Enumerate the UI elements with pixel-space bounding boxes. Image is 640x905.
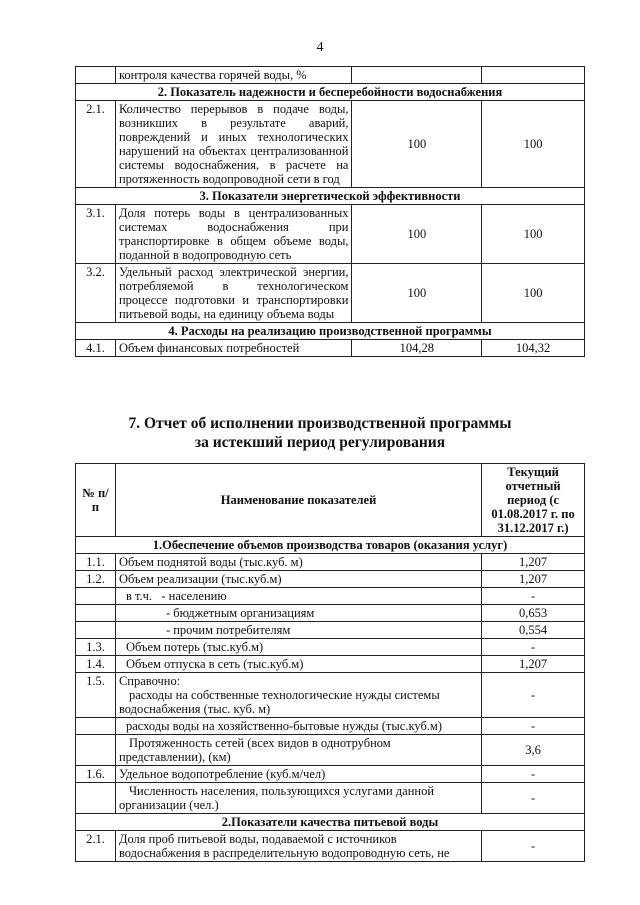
row-value: 100 xyxy=(352,205,482,264)
section-title: 2. Показатель надежности и бесперебойности водоснабжения xyxy=(76,84,585,101)
row-value: 100 xyxy=(352,101,482,188)
row-text: Объем потерь (тыс.куб.м) xyxy=(115,639,481,656)
row-text xyxy=(115,673,481,718)
section-heading xyxy=(0,414,640,452)
row-number: 1.6. xyxy=(76,766,116,783)
row-number: 3.1. xyxy=(76,205,116,264)
row-text: Доля потерь воды в централизованных системах водоснабжения при транспортировке в общем объеме воды, поданной в водопроводную сеть xyxy=(115,205,352,264)
table-row xyxy=(76,656,585,673)
section-row xyxy=(76,323,585,340)
heading-line-1: 7. Отчет об исполнении производственной программы xyxy=(128,415,512,432)
row-text: Количество перерывов в подаче воды, возникших в результате аварий, повреждений и иных технологических нарушений на объектах централизованной системы водоснабжения, в расчете на протяженность водопроводной сети в год xyxy=(115,101,352,188)
table-row xyxy=(76,588,585,605)
row-value: - xyxy=(482,783,585,814)
section-title: 3. Показатели энергетической эффективности xyxy=(76,188,585,205)
row-text: Доля проб питьевой воды, подаваемой с источников водоснабжения в распределительную водопроводную сеть, не xyxy=(115,831,481,862)
table-row xyxy=(76,766,585,783)
row-value: 3,6 xyxy=(482,735,585,766)
table-row xyxy=(76,735,585,766)
row-value: 1,207 xyxy=(482,571,585,588)
row-text: - прочим потребителям xyxy=(115,622,481,639)
row-value: - xyxy=(482,639,585,656)
continuation-text: контроля качества горячей воды, % xyxy=(115,67,352,84)
row-number: 2.1. xyxy=(76,831,116,862)
row-text: Протяженность сетей (всех видов в однотрубном представлении), (км) xyxy=(115,735,481,766)
row-value: 100 xyxy=(482,264,585,323)
row-value: 104,28 xyxy=(352,340,482,357)
table-row xyxy=(76,205,585,264)
row-number: 1.4. xyxy=(76,656,116,673)
row-value: 1,207 xyxy=(482,656,585,673)
row-value: 100 xyxy=(482,101,585,188)
table-row xyxy=(76,622,585,639)
row-value: - xyxy=(482,718,585,735)
table-row xyxy=(76,67,585,84)
table-row xyxy=(76,554,585,571)
table-row xyxy=(76,831,585,862)
row-value: - xyxy=(482,831,585,862)
row-number: 1.3. xyxy=(76,639,116,656)
table-row xyxy=(76,673,585,718)
table-row xyxy=(76,340,585,357)
row-text: Объем реализации (тыс.куб.м) xyxy=(115,571,481,588)
header-period: Текущий отчетный период (с 01.08.2017 г. по 31.12.2017 г.) xyxy=(482,464,585,537)
row-text: Численность населения, пользующихся услугами данной организации (чел.) xyxy=(115,783,481,814)
reference-text: расходы на собственные технологические нужды системы водоснабжения (тыс. куб. м) xyxy=(118,688,440,716)
row-value: 0,653 xyxy=(482,605,585,622)
section-title: 2.Показатели качества питьевой воды xyxy=(76,814,585,831)
row-text: Объем поднятой воды (тыс.куб. м) xyxy=(115,554,481,571)
table-row xyxy=(76,639,585,656)
row-text: - бюджетным организациям xyxy=(115,605,481,622)
section-title: 1.Обеспечение объемов производства товаров (оказания услуг) xyxy=(76,537,585,554)
page-number: 4 xyxy=(316,40,324,55)
row-text: в т.ч. - населению xyxy=(115,588,481,605)
heading-line-2: за истекший период регулирования xyxy=(194,434,446,451)
report-table xyxy=(75,463,585,862)
row-number: 2.1. xyxy=(76,101,116,188)
section-row xyxy=(76,537,585,554)
header-name: Наименование показателей xyxy=(115,464,481,537)
table-row xyxy=(76,605,585,622)
row-value: - xyxy=(482,588,585,605)
row-number: 1.1. xyxy=(76,554,116,571)
row-value: - xyxy=(482,673,585,718)
row-value: 100 xyxy=(352,264,482,323)
section-row xyxy=(76,814,585,831)
table-row xyxy=(76,101,585,188)
row-value: 1,207 xyxy=(482,554,585,571)
row-number: 4.1. xyxy=(76,340,116,357)
row-value: 0,554 xyxy=(482,622,585,639)
row-value: 100 xyxy=(482,205,585,264)
header-num: № п/п xyxy=(76,464,116,537)
row-text: Объем отпуска в сеть (тыс.куб.м) xyxy=(115,656,481,673)
row-value: 104,32 xyxy=(482,340,585,357)
row-text: Объем финансовых потребностей xyxy=(115,340,352,357)
section-row xyxy=(76,84,585,101)
row-value: - xyxy=(482,766,585,783)
table-row xyxy=(76,718,585,735)
row-text: Удельное водопотребление (куб.м/чел) xyxy=(115,766,481,783)
table-row xyxy=(76,571,585,588)
row-number: 1.2. xyxy=(76,571,116,588)
table-row xyxy=(76,264,585,323)
header-row xyxy=(76,464,585,537)
row-number: 1.5. xyxy=(76,673,116,718)
row-text: Удельный расход электрической энергии, потребляемой в технологическом процессе подготовки и транспортировки питьевой воды, на единицу объема воды xyxy=(115,264,352,323)
row-number: 3.2. xyxy=(76,264,116,323)
section-title: 4. Расходы на реализацию производственной программы xyxy=(76,323,585,340)
table-row xyxy=(76,783,585,814)
section-row xyxy=(76,188,585,205)
row-text: расходы воды на хозяйственно-бытовые нужды (тыс.куб.м) xyxy=(115,718,481,735)
indicators-table xyxy=(75,66,585,357)
reference-label: Справочно: xyxy=(118,674,181,688)
